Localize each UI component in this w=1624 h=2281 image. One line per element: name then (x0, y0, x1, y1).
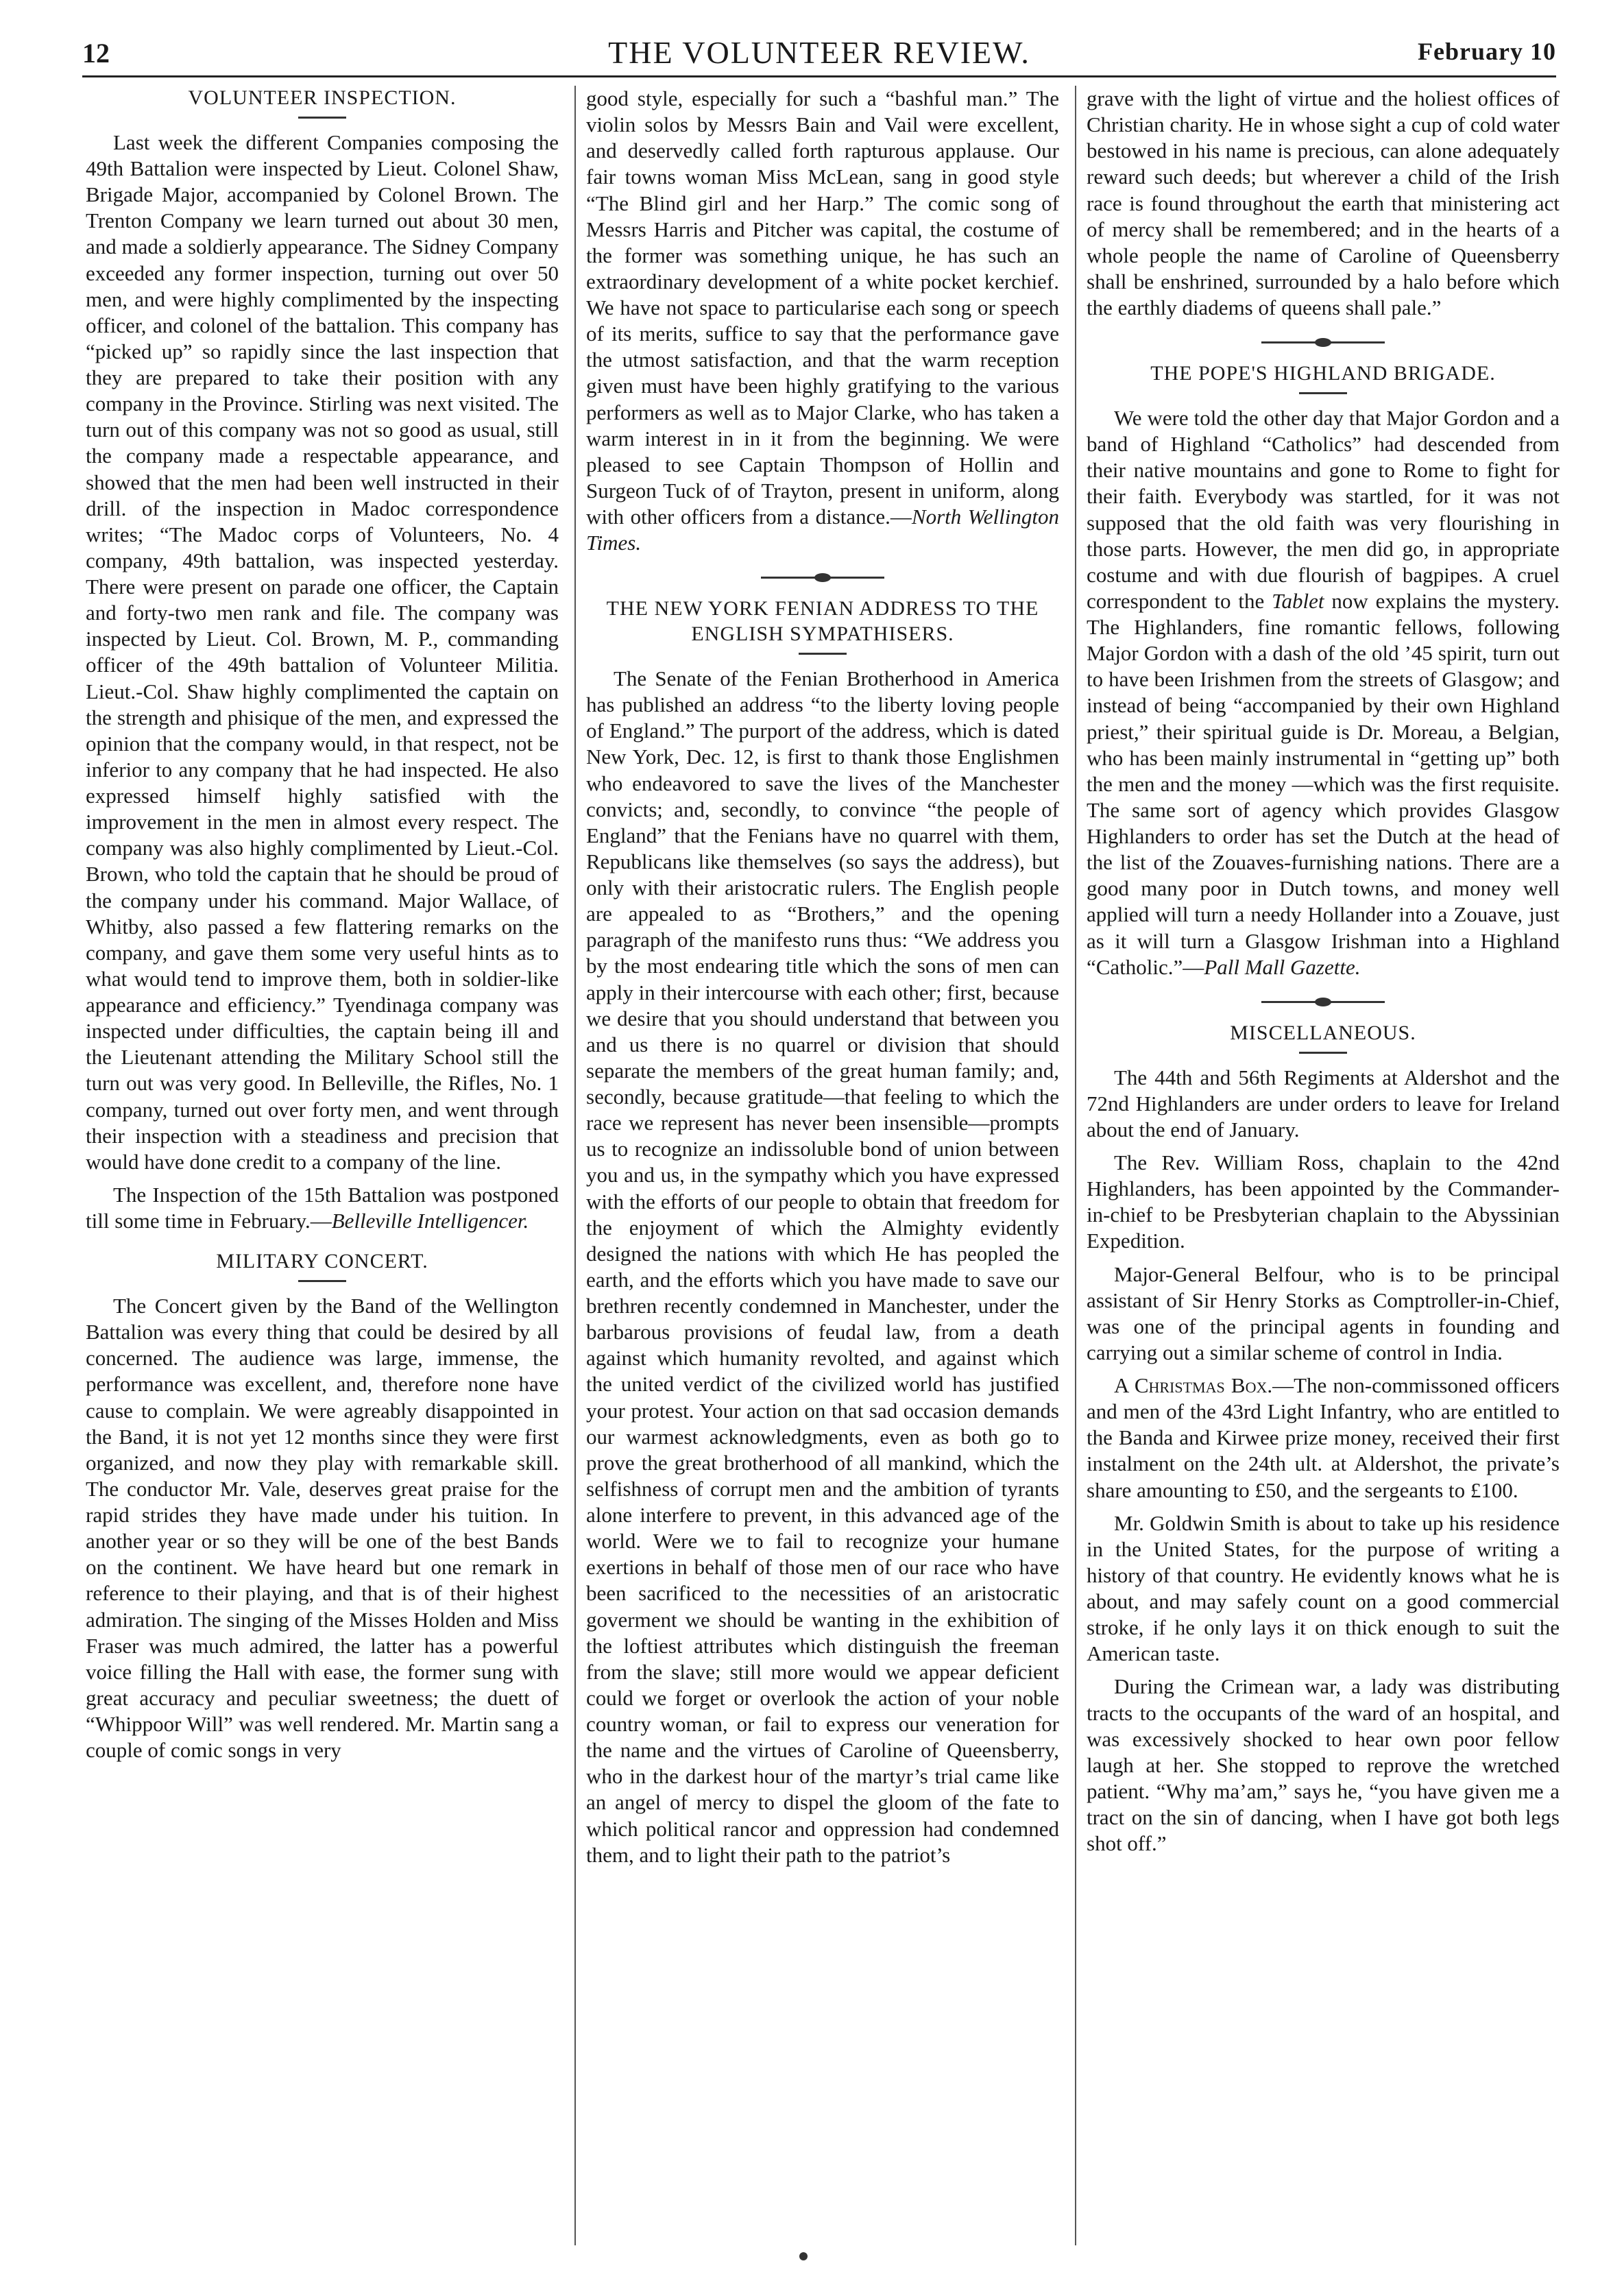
news-item: The Rev. William Ross, chaplain to the 42nd Highlanders, has been appointed by the Commander-in-chief to be Presbyterian chaplain to the Abyssinian Expedition. (1087, 1150, 1560, 1253)
footer-mark (799, 2252, 808, 2260)
heading-rule (799, 653, 847, 655)
news-item: Mr. Goldwin Smith is about to take up his residence in the United States, for the purpose of writing a history of that country. He evidently knows what he is about, and may safely count on a good commercial stroke, if he only lays it on thick enough to suit the American taste. (1087, 1510, 1560, 1666)
section-heading-fenian-address: THE NEW YORK FENIAN ADDRESS TO THE ENGLISH SYMPATHISERS. (606, 597, 1039, 646)
article-source: North Wellington Times. (586, 505, 1059, 555)
newspaper-title: THE VOLUNTEER REVIEW. (608, 35, 1030, 70)
article-paragraph: The Senate of the Fenian Brotherhood in America has published an address “to the liberty loving people of England.” The purport of the address, which is dated New York, Dec. 12, is first to thank those Englishmen who endeavored to save the lives of the Manchester convicts; and, secondly, to convince “the people of England” that the Fenians have no quarrel with them, Republicans like themselves (so says the address), but only with their aristocratic rulers. The English people are appealed to as “Brothers,” and the opening paragraph of the manifesto runs thus: “We address you by the most endearing title which the sons of men can apply in their intercourse with each other; first, because we desire that you should understand that between you and us there is no quarrel or division that should separate the members of the great human family; and, secondly, because gratitude—that feeling to which the race we represent has never been insensible—prompts us to recognize an indissoluble bond of union between you and us, in the sympathy which you have expressed with the efforts of our people to obtain that freedom for the enjoyment of which the Almighty evidently designed the nations with which He has peopled the earth, and the efforts which you have made to save our brethren recently condemned in Manchester, under the barbarous provisions of feudal law, from a death against which humanity revolted, and against which the united verdict of the civilized world has justified your protest. Your action on that sad occasion demands our warmest acknowledgments, even as both go to prove the great brotherhood of all mankind, which the selfishness of corrupt men and the ambition of tyrants alone interfere to prevent, in this advanced age of the world. Were we to fail to recognize your humane exertions in behalf of those men of our race who have been sacrificed to the necessities of an aristocratic goverment we should be wanting in the exhibition of the loftiest attributes which distinguish the freeman from the slave; still more would we appear deficient could we forget or overlook the action of your noble country woman, or fail to express our veneration for the name and the virtues of Caroline of Queensberry, who in the darkest hour of the martyr’s trial came like an angel of mercy to dispel the gloom of the fate to which political rancor and oppression had condemned them, and to light their path to the patriot’s (586, 666, 1059, 1867)
news-item: The 44th and 56th Regiments at Aldershot and the 72nd Highlanders are under orders to leave for Ireland about the end of January. (1087, 1065, 1560, 1142)
column-1 (86, 86, 559, 2245)
article-source: Pall Mall Gazette. (1204, 954, 1361, 979)
article-paragraph: grave with the light of virtue and the holiest offices of Christian charity. He in whose sight a cup of cold water bestowed in his name is precious, can alone adequately reward such deeds; but wherever a child of the Irish race is found throughout the earth that ministering act of mercy shall be remembered; and in the hearts of a whole people the name of Caroline of Queensberry shall be enshrined, surrounded by a halo before which the earthly diadems of queens shall pale.” (1087, 86, 1560, 319)
issue-date: February 10 (1418, 38, 1556, 65)
heading-rule (298, 117, 346, 119)
publication-name: Tablet (1272, 588, 1324, 613)
column-rule (574, 86, 576, 2245)
article-text: We were told the other day that Major Gordon and a band of Highland “Catholics” had descended from their native mountains and gone to Rome to fight for their faith. Everybody was startled, for it was not supposed that the old faith was very flourishing in those parts. However, the men did go, in appropriate costume and with due flourish of bagpipes. A cruel correspondent to the (1087, 406, 1560, 613)
heading-rule (1299, 392, 1347, 394)
section-heading-miscellaneous: MISCELLANEOUS. (1230, 1021, 1416, 1044)
page-number: 12 (82, 38, 110, 69)
news-item-lead: A Christmas Box. (1114, 1373, 1273, 1398)
article-text: now explains the mystery. The Highlanders, fine romantic fellows, following Major Gordon with a dash of the old ’45 spirit, turn out to have been Irishmen from the streets of Glasgow; and instead of being “accompanied by their own Highland priest,” their spiritual guide is Dr. Moreau, a Belgian, who has been mainly instrumental in “getting up” both the men and the money —which was the first requisite. The same sort of agency which provides Glasgow Highlanders to order has set the Dutch at the head of the list of the Zouaves-furnishing nations. There are a good many poor in Dutch towns, and money well applied will turn a needy Hollander into a Zouave, just as it will turn a Glasgow Irishman into a Highland “Catholic.”— (1087, 588, 1560, 979)
news-item (1087, 1373, 1560, 1504)
column-2 (586, 86, 1059, 2245)
section-heading-volunteer-inspection: VOLUNTEER INSPECTION. (188, 86, 457, 109)
section-divider (761, 577, 884, 579)
news-item-text: —The non-commissoned officers and men of the 43rd Light Infantry, who are entitled to the Banda and Kirwee prize money, received their first instalment on the 24th ult. at Aldershot, the private’s share amounting to £50, and the sergeants to £100. (1087, 1373, 1560, 1502)
section-heading-military-concert: MILITARY CONCERT. (216, 1250, 428, 1273)
page-header (82, 27, 1556, 77)
article-paragraph: The Concert given by the Band of the Wellington Battalion was every thing that could be desired by all concerned. The audience was large, immense, the performance was excellent, and, therefore none have cause to complain. We were agreably disappointed in the Band, it is not yet 12 months since they were first organized, and now they play with remarkable skill. The conductor Mr. Vale, deserves great praise for the rapid strides they have made under his tuition. In another year or so they will be one of the best Bands on the continent. We have heard but one remark in reference to their playing, and that is of their highest admiration. The singing of the Misses Holden and Miss Fraser was much admired, the latter has a powerful voice filling the Hall with ease, the former sung with great accuracy and peculiar sweetness; the duett of “Whippoor Will” was well rendered. Mr. Martin sang a couple of comic songs in very (86, 1294, 559, 1763)
section-heading-popes-highland-brigade: THE POPE'S HIGHLAND BRIGADE. (1150, 362, 1496, 385)
section-divider (1261, 341, 1385, 343)
section-divider (1261, 1001, 1385, 1003)
column-rule (1075, 86, 1076, 2245)
article-paragraph (86, 1182, 559, 1234)
heading-rule (1299, 1052, 1347, 1054)
article-text: good style, especially for such a “bashful man.” The violin solos by Messrs Bain and Vail were excellent, and deservedly called forth rapturous applause. Our fair towns woman Miss McLean, sang in good style “The Blind girl and her Harp.” The comic song of Messrs Harris and Pitcher was capital, the costume of the former was something unique, he has such an extraordinary development of a white pocket kerchief. We have not space to particularise each song or speech of its merits, suffice to say that the performance gave the utmost satisfaction, and that the warm reception given must have been highly gratifying to the various performers as well as to Major Clarke, who has taken a warm interest in in it from the beginning. We were pleased to see Captain Thompson of Hollin and Surgeon Tuck of of Trayton, present in uniform, along with other officers from a distance.— (586, 86, 1059, 529)
news-item: Major-General Belfour, who is to be principal assistant of Sir Henry Storks as Comptroller-in-Chief, was one of the principal agents in founding and carrying out a similar scheme of control in India. (1087, 1262, 1560, 1364)
article-text: The Inspection of the 15th Battalion was postponed till some time in February.— (86, 1182, 559, 1233)
article-paragraph (1087, 405, 1560, 980)
heading-rule (298, 1280, 346, 1282)
article-paragraph: Last week the different Companies composing the 49th Battalion were inspected by Lieut. Colonel Shaw, Brigade Major, accompanied by Colonel Brown. The Trenton Company we learn turned out about 30 men, and made a soldierly appearance. The Sidney Company exceeded any former inspection, turning out over 50 men, and were highly complimented by the inspecting officer, and colonel of the battalion. This company has “picked up” so rapidly since the last inspection that they are prepared to take their position with any company in the Province. Stirling was next visited. The turn out of this company was not so good as usual, still the company made a respectable appearance, and showed that the men had been well instructed in their drill. of the inspection in Madoc correspondence writes; “The Madoc corps of Volunteers, No. 4 company, 49th battalion, was inspected yesterday. There were present on parade one officer, the Captain and forty-two men rank and file. The company was inspected by Lieut. Col. Brown, M. P., commanding officer of the 49th battalion of Volunteer Militia. Lieut.-Col. Shaw highly complimented the captain on the strength and phisique of the men, and expressed the opinion that the company would, in that respect, not be inferior to any company that he had inspected. He also expressed himself highly satisfied with the improvement in the men in almost every respect. The company was also highly complimented by Lieut.-Col. Brown, who told the captain that he should be proud of the company under his command. Major Wallace, of Whitby, also passed a few flattering remarks on the company, and gave them some very useful hints as to what would tend to improve them, both in soldier-like appearance and efficiency.” Tyendinaga company was inspected under difficulties, the captain being ill and the Lieutenant attending the Military School still the turn out was very good. In Belleville, the Rifles, No. 1 company, turned out over forty men, and went through their inspection with a steadiness and precision that would have done credit to a company of the line. (86, 130, 559, 1174)
news-item: During the Crimean war, a lady was distributing tracts to the occupants of the ward of an hospital, and was excessively shocked to hear own poor fellow laugh at her. She stopped to reprove the wretched patient. “Why ma’am,” says he, “you have given me a tract on the sin of dancing, when I have got both legs shot off.” (1087, 1674, 1560, 1856)
column-3 (1087, 86, 1560, 2245)
article-source: Belleville Intelligencer. (331, 1209, 529, 1233)
article-paragraph (586, 86, 1059, 556)
